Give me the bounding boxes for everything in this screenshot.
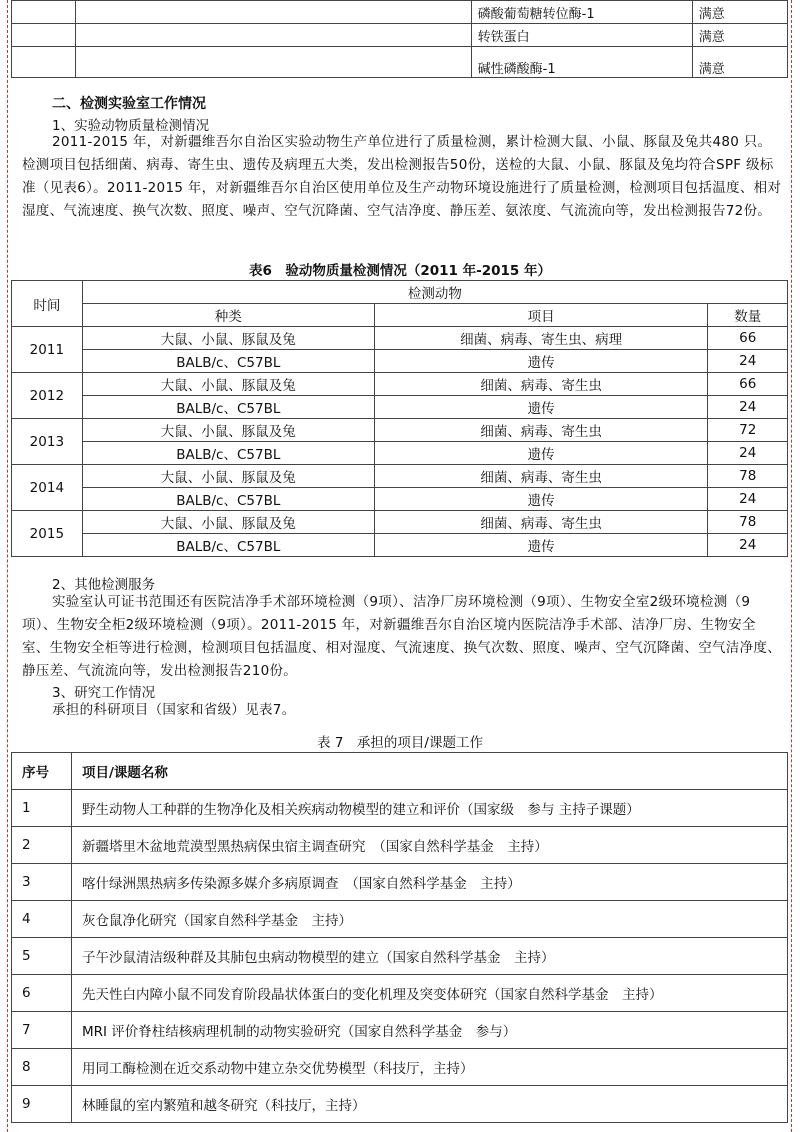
header-no: 序号 [12, 753, 72, 790]
num-cell: 78 [708, 511, 788, 534]
name-cell: MRI 评价脊柱结核病理机制的动物实验研究（国家自然科学基金 参与） [72, 1012, 788, 1049]
item-cell: 细菌、病毒、寄生虫 [374, 419, 708, 442]
kind-cell: 大鼠、小鼠、豚鼠及兔 [82, 373, 374, 396]
header-kind: 种类 [82, 304, 374, 327]
num-cell: 24 [708, 396, 788, 419]
header-group: 检测动物 [82, 281, 787, 304]
no-cell: 7 [12, 1012, 72, 1049]
kind-cell: BALB/c、C57BL [82, 534, 374, 557]
paragraph-1: 2011-2015 年，对新疆维吾尔自治区实验动物生产单位进行了质量检测，累计检测大鼠、小鼠、豚鼠及兔共480 只。检测项目包括细菌、病毒、寄生虫、遗传及病理五大类，发出检测报告50份，送检的大鼠、小鼠、豚鼠及兔均符合SPF 级标准（见表6）。2011-2015 年，对新疆维吾尔自治区使用单位及生产动物环境设施进行了质量检测，检测项目包括温度、相对湿度、气流速度、换气次数、照度、噪声、空气沉降菌、空气洁净度、静压差、氨浓度、气流流向等，发出检测报告72份。 [22, 134, 782, 219]
table-row [12, 373, 788, 396]
no-cell: 5 [12, 938, 72, 975]
table-cell: 满意 [692, 24, 787, 47]
header-item: 项目 [374, 304, 708, 327]
year-cell: 2011 [12, 327, 83, 373]
header-num: 数量 [708, 304, 788, 327]
no-cell: 2 [12, 827, 72, 864]
name-cell: 林睡鼠的室内繁殖和越冬研究（科技厅，主持） [72, 1086, 788, 1123]
kind-cell: BALB/c、C57BL [82, 350, 374, 373]
year-cell: 2012 [12, 373, 83, 419]
table-header-row [12, 281, 788, 304]
num-cell: 66 [708, 327, 788, 350]
subsection-title-3: 3、研究工作情况 [52, 685, 156, 701]
year-cell: 2013 [12, 419, 83, 465]
no-cell: 6 [12, 975, 72, 1012]
table-cell: 满意 [692, 47, 787, 78]
item-cell: 细菌、病毒、寄生虫 [374, 465, 708, 488]
table-row [12, 1, 788, 24]
item-cell: 遗传 [374, 442, 708, 465]
table-row [12, 465, 788, 488]
table-row [12, 511, 788, 534]
item-cell: 遗传 [374, 534, 708, 557]
no-cell: 8 [12, 1049, 72, 1086]
item-cell: 遗传 [374, 350, 708, 373]
table-row [12, 24, 788, 47]
kind-cell: 大鼠、小鼠、豚鼠及兔 [82, 327, 374, 350]
year-cell: 2014 [12, 465, 83, 511]
num-cell: 72 [708, 419, 788, 442]
table-row [12, 327, 788, 350]
table-row [12, 1012, 788, 1049]
table-cell: 碱性磷酸酶-1 [471, 47, 692, 78]
table-cell: 磷酸葡萄糖转位酶-1 [471, 1, 692, 24]
table7-caption: 表 7 承担的项目/课题工作 [317, 735, 483, 751]
table-row [12, 534, 788, 557]
kind-cell: BALB/c、C57BL [82, 442, 374, 465]
table-cell: 转铁蛋白 [471, 24, 692, 47]
subsection-title-1: 1、实验动物质量检测情况 [52, 118, 210, 134]
name-cell: 灰仓鼠净化研究（国家自然科学基金 主持） [72, 901, 788, 938]
table-row [12, 1086, 788, 1123]
table-row [12, 975, 788, 1012]
no-cell: 4 [12, 901, 72, 938]
table-row [12, 396, 788, 419]
subsection-title-2: 2、其他检测服务 [52, 577, 156, 593]
header-name: 项目/课题名称 [72, 753, 788, 790]
paragraph-2: 实验室认可证书范围还有医院洁净手术部环境检测（9项）、洁净厂房环境检测（9项）、生物安全室2级环境检测（9项）、生物安全柜2级环境检测（9项）。2011-2015 年，对新疆维吾尔自治区境内医院洁净手术部、洁净厂房、生物安全室、生物安全柜等进行检测，检测项目包括温度、相对湿度、气流速度、换气次数、照度、噪声、空气沉降菌、空气洁净度、静压差、气流流向等，发出检测报告210份。 [22, 594, 781, 679]
num-cell: 66 [708, 373, 788, 396]
no-cell: 3 [12, 864, 72, 901]
table-header-row [12, 753, 788, 790]
kind-cell: 大鼠、小鼠、豚鼠及兔 [82, 419, 374, 442]
table-cell: 满意 [692, 1, 787, 24]
name-cell: 喀什绿洲黑热病多传染源多媒介多病原调查 （国家自然科学基金 主持） [72, 864, 788, 901]
num-cell: 78 [708, 465, 788, 488]
table-row [12, 1049, 788, 1086]
item-cell: 遗传 [374, 488, 708, 511]
table6-caption: 表6 验动物质量检测情况（2011 年-2015 年） [248, 263, 552, 279]
table-row [12, 442, 788, 465]
item-cell: 细菌、病毒、寄生虫、病理 [374, 327, 708, 350]
table6 [11, 280, 788, 557]
section-title: 二、检测实验室工作情况 [52, 96, 206, 112]
table-row [12, 47, 788, 78]
kind-cell: 大鼠、小鼠、豚鼠及兔 [82, 511, 374, 534]
table-row [12, 790, 788, 827]
item-cell: 细菌、病毒、寄生虫 [374, 511, 708, 534]
name-cell: 子午沙鼠清洁级种群及其肺包虫病动物模型的建立（国家自然科学基金 主持） [72, 938, 788, 975]
table-row [12, 864, 788, 901]
continuation-table [11, 0, 788, 78]
num-cell: 24 [708, 534, 788, 557]
item-cell: 细菌、病毒、寄生虫 [374, 373, 708, 396]
item-cell: 遗传 [374, 396, 708, 419]
paragraph-3: 承担的科研项目（国家和省级）见表7。 [52, 702, 296, 718]
name-cell: 野生动物人工种群的生物净化及相关疾病动物模型的建立和评价（国家级 参与 主持子课题） [72, 790, 788, 827]
name-cell: 先天性白内障小鼠不同发育阶段晶状体蛋白的变化机理及突变体研究（国家自然科学基金 主持） [72, 975, 788, 1012]
kind-cell: BALB/c、C57BL [82, 488, 374, 511]
num-cell: 24 [708, 488, 788, 511]
table-header-row [12, 304, 788, 327]
year-cell: 2015 [12, 511, 83, 557]
kind-cell: 大鼠、小鼠、豚鼠及兔 [82, 465, 374, 488]
no-cell: 1 [12, 790, 72, 827]
table7 [11, 752, 788, 1123]
table-row [12, 350, 788, 373]
table-row [12, 901, 788, 938]
kind-cell: BALB/c、C57BL [82, 396, 374, 419]
table-row [12, 938, 788, 975]
table-row [12, 488, 788, 511]
table-row [12, 827, 788, 864]
num-cell: 24 [708, 442, 788, 465]
name-cell: 新疆塔里木盆地荒漠型黑热病保虫宿主调查研究 （国家自然科学基金 主持） [72, 827, 788, 864]
name-cell: 用同工酶检测在近交系动物中建立杂交优势模型（科技厅，主持） [72, 1049, 788, 1086]
no-cell: 9 [12, 1086, 72, 1123]
header-time: 时间 [12, 281, 83, 327]
table-row [12, 419, 788, 442]
num-cell: 24 [708, 350, 788, 373]
